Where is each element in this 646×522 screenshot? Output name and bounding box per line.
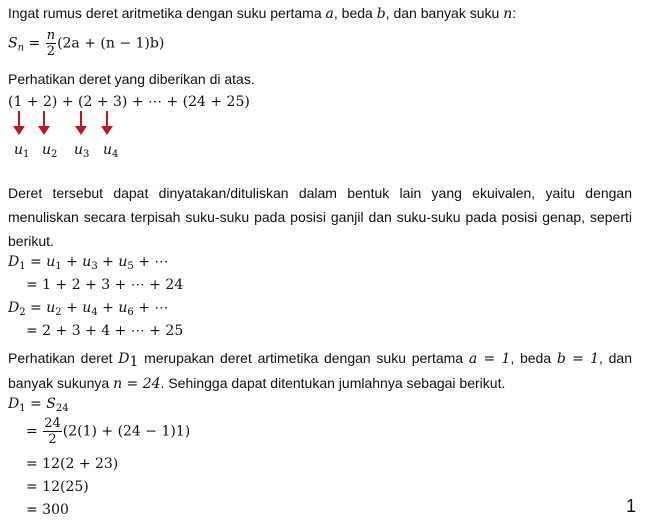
var-a: a <box>325 6 334 22</box>
calc-step-2: = 12(2 + 23) <box>26 456 119 472</box>
var-n: n <box>503 6 513 22</box>
intro-line: Ingat rumus deret aritmetika dengan suku pertama a, beda b, dan banyak suku n: <box>8 5 517 22</box>
series-expression: (1 + 2) + (2 + 3) + ⋯ + (24 + 25) <box>8 94 250 110</box>
paragraph-d1-arithmetic: Perhatikan deret $D_1$ merupakan deret artimetika dengan suku pertama a = 1, beda b = 1, dan banyak sukunya n = 24. Sehingga dapat ditentukan jumlahnya sebagai berikut. <box>8 350 633 392</box>
label-u4: $u_4$ <box>103 142 119 160</box>
d2-definition: $D_2 = u_2 + u_4 + u_6$ + ⋯ <box>8 300 169 318</box>
calc-d1-s24: $D_1 = S_{24}$ <box>8 396 69 414</box>
fraction: $\frac{n}{2}$ <box>46 28 56 59</box>
label-u3: $u_3$ <box>74 142 90 160</box>
d1-values: = 1 + 2 + 3 + ⋯ + 24 <box>26 277 184 293</box>
calc-step-4: = 300 <box>26 502 69 518</box>
fraction: $\frac{24}{2}$ <box>44 416 61 447</box>
paragraph-observe: Perhatikan deret yang diberikan di atas. <box>8 71 255 87</box>
d1-definition: $D_1 = u_1 + u_3 + u_5$ + ⋯ <box>8 254 169 272</box>
label-u2: $u_2$ <box>42 142 58 160</box>
calc-step-3: = 12(25) <box>26 479 89 495</box>
label-u1: $u_1$ <box>14 142 30 160</box>
d2-values: = 2 + 3 + 4 + ⋯ + 25 <box>26 323 184 339</box>
page-number: 1 <box>625 496 636 516</box>
calc-step-1: = $\frac{24}{2}$ (2(1) + (24 − 1)1) <box>26 416 191 447</box>
paragraph-equivalent: Deret tersebut dapat dinyatakan/dituliskan dalam bentuk lain yang ekuivalen, yaitu dengan menuliskan secara terpisah suku-suku pada posisi ganjil dan suku-suku pada posisi genap, seperti berikut. <box>8 185 632 249</box>
sum-formula: $S_n$ = $\frac{n}{2}$ (2a + (n − 1)b) <box>8 28 165 59</box>
var-b: b <box>376 6 386 22</box>
